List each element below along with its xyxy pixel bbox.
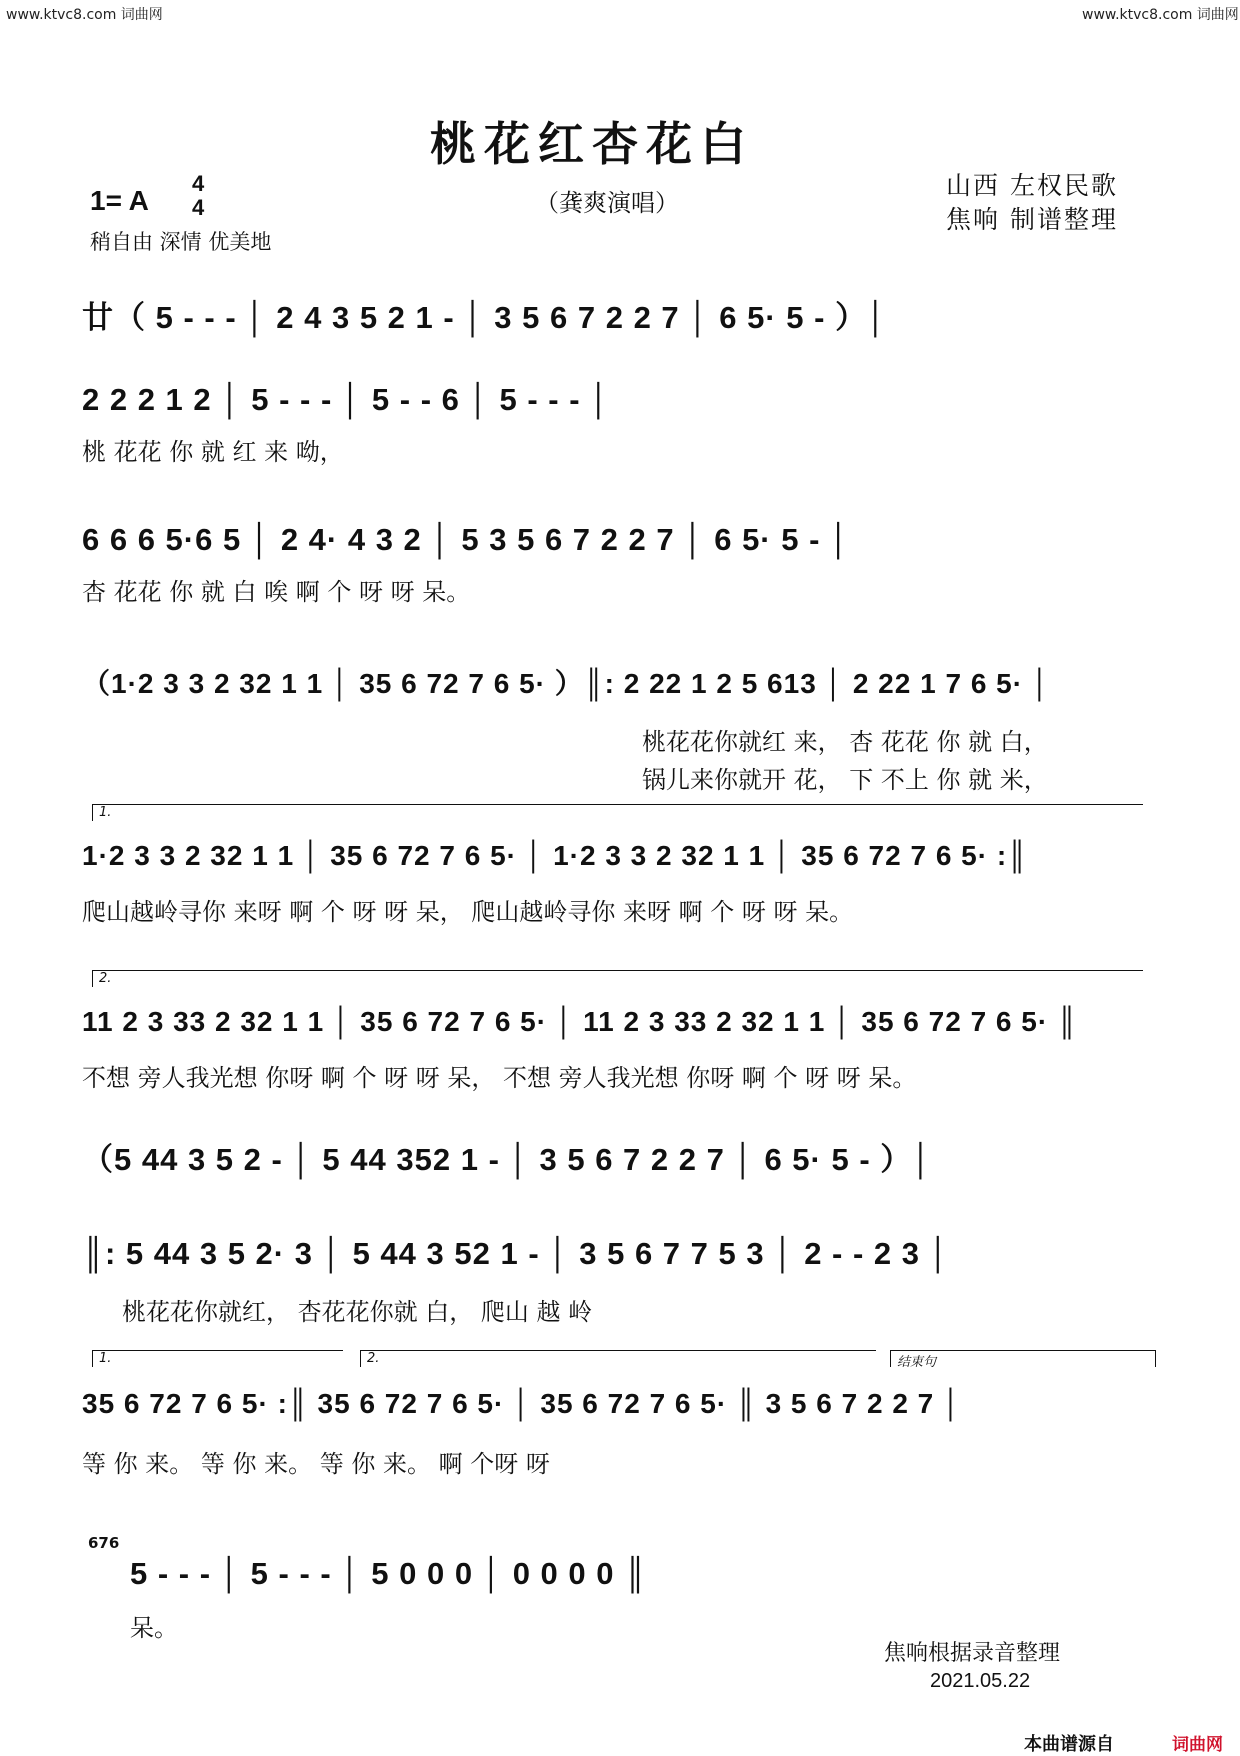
tempo-marking: 稍自由 深情 优美地 xyxy=(90,230,272,254)
credit-arranger: 焦响 制谱整理 xyxy=(946,205,1118,234)
lyrics-line-verse2: 锅儿来你就开 花， 下 不上 你 就 米， xyxy=(642,766,1048,794)
lyrics-line: 等 你 来。 等 你 来。 等 你 来。 啊 个呀 呀 xyxy=(82,1450,550,1478)
notes-line: 35 6 72 7 6 5· :║ 35 6 72 7 6 5· │ 35 6 72 7 6 5· ║ 3 5 6 7 2 2 7 │ xyxy=(82,1388,962,1419)
volta-bracket-2: 2. xyxy=(360,1350,876,1367)
notes-line: （5 44 3 5 2 - │ 5 44 352 1 - │ 3 5 6 7 2 2 7 │ 6 5· 5 - ）│ xyxy=(82,1142,933,1177)
notes-line: 6 6 6 5·6 5 │ 2 4· 4 3 2 │ 5 3 5 6 7 2 2 7 │ 6 5· 5 - │ xyxy=(82,522,851,557)
footer-note: 焦响根据录音整理 xyxy=(884,1641,1061,1666)
notes-line: 廿（ 5 - - - │ 2 4 3 5 2 1 - │ 3 5 6 7 2 2 7 │ 6 5· 5 - ）│ xyxy=(82,300,888,335)
lyrics-line-verse1: 桃花花你就红 来， 杏 花花 你 就 白， xyxy=(642,728,1048,756)
singer-line: （龚爽演唱） xyxy=(535,189,679,217)
time-signature: 4 4 xyxy=(192,171,205,220)
staff-system-9 xyxy=(82,1351,1154,1498)
lyrics-line: 不想 旁人我光想 你呀 啊 个 呀 呀 呆， 不想 旁人我光想 你呀 啊 个 呀 呀 呆。 xyxy=(82,1064,917,1092)
coda-bracket: 结束句 xyxy=(890,1350,1156,1367)
staff-system-3 xyxy=(82,522,1154,632)
lyrics-line: 桃花花你就红， 杏花花你就 白， 爬山 越 岭 xyxy=(122,1298,593,1326)
footer-date: 2021.05.22 xyxy=(930,1670,1031,1692)
volta-bracket: 2. xyxy=(92,970,1143,987)
lyrics-line: 杏 花花 你 就 白 唉 啊 个 呀 呀 呆。 xyxy=(82,578,471,606)
notes-line: ║: 5 44 3 5 2· 3 │ 5 44 3 52 1 - │ 3 5 6 7 7 5 3 │ 2 - - 2 3 │ xyxy=(82,1236,951,1271)
lyrics-line: 桃 花花 你 就 红 来 呦， xyxy=(82,438,344,466)
grace-notes: 676 xyxy=(88,1534,120,1552)
notes-line: 1·2 3 3 2 32 1 1 │ 35 6 72 7 6 5· │ 1·2 3 3 2 32 1 1 │ 35 6 72 7 6 5· :║ xyxy=(82,840,1029,871)
volta-bracket-1: 1. xyxy=(92,1350,343,1367)
staff-system-7 xyxy=(82,1134,1154,1244)
credit-origin: 山西 左权民歌 xyxy=(946,171,1118,200)
notes-line: （1·2 3 3 2 32 1 1 │ 35 6 72 7 6 5· ）║: 2 22 1 2 5 613 │ 2 22 1 7 6 5· │ xyxy=(82,668,1051,699)
notes-line: 2 2 2 1 2 │ 5 - - - │ 5 - - 6 │ 5 - - - │ xyxy=(82,382,611,417)
watermark-right: www.ktvc8.com 词曲网 xyxy=(1082,7,1239,23)
volta-bracket: 1. xyxy=(92,804,1143,821)
staff-system-4 xyxy=(82,662,1154,794)
notes-line: 11 2 3 33 2 32 1 1 │ 35 6 72 7 6 5· │ 11 2 3 33 2 32 1 1 │ 35 6 72 7 6 5· ║ xyxy=(82,1006,1078,1037)
staff-system-6 xyxy=(82,971,1154,1116)
source-brand-logo[interactable]: 词曲网 xyxy=(1172,1735,1223,1755)
lyrics-line: 爬山越岭寻你 来呀 啊 个 呀 呀 呆， 爬山越岭寻你 来呀 啊 个 呀 呀 呆。 xyxy=(82,898,854,926)
staff-system-5 xyxy=(82,805,1154,950)
lyrics-line: 呆。 xyxy=(130,1614,178,1642)
watermark-left: www.ktvc8.com 词曲网 xyxy=(6,7,163,23)
notes-line: 5 - - - │ 5 - - - │ 5 0 0 0 │ 0 0 0 0 ║ xyxy=(130,1556,648,1591)
staff-system-8 xyxy=(82,1236,1154,1346)
key-signature: 1= A xyxy=(90,185,149,216)
source-brand-text: 本曲谱源自 xyxy=(1024,1734,1114,1755)
song-title: 桃花红杏花白 xyxy=(430,117,754,171)
staff-system-2 xyxy=(82,382,1154,492)
